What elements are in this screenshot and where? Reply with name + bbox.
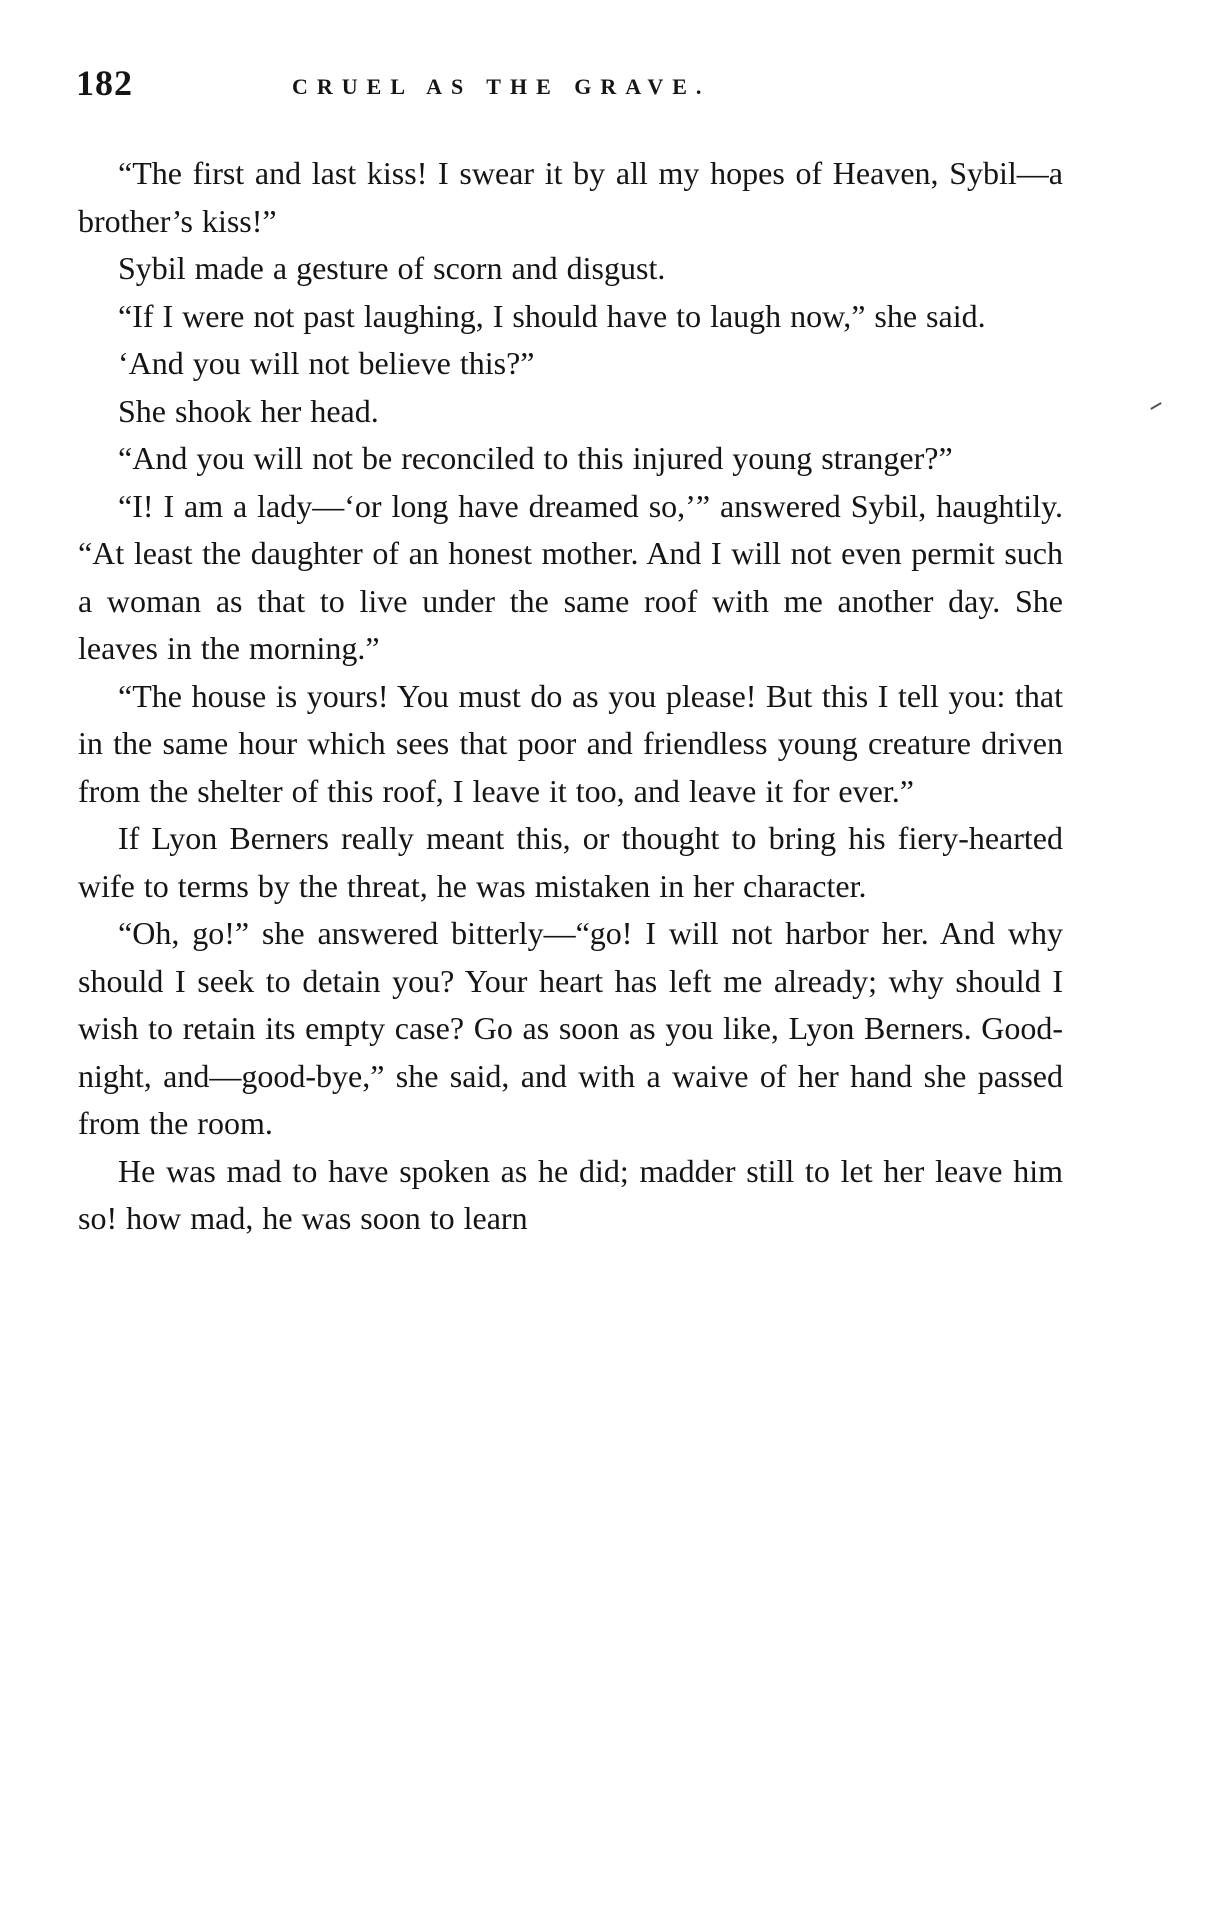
paragraph: If Lyon Berners really meant this, or thought to bring his fiery-hearted wife to terms by the threat, he was mistaken in her character. bbox=[78, 820, 1063, 904]
body-text bbox=[78, 150, 1063, 1243]
running-title: CRUEL AS THE GRAVE. bbox=[292, 74, 711, 99]
paragraph: “I! I am a lady—‘or long have dreamed so,’” answered Sybil, haughtily. “At least the daughter of an honest mother. And I will not even permit such a woman as that to live under the same roof with me another day. She leaves in the morning.” bbox=[78, 487, 1063, 666]
running-head bbox=[76, 62, 876, 122]
paragraph: “If I were not past laughing, I should have to laugh now,” she said. bbox=[118, 297, 986, 334]
page-number: 182 bbox=[76, 63, 133, 103]
paragraph: “The house is yours! You must do as you please! But this I tell you: that in the same hour which sees that poor and friendless young creature driven from the shelter of this roof, I leave it too, and leave it for ever.” bbox=[78, 677, 1063, 809]
paragraph: ‘And you will not believe this?” bbox=[118, 345, 535, 381]
paragraph: “Oh, go!” she answered bitterly—“go! I will not harbor her. And why should I seek to detain you? Your heart has left me already; why should I wish to retain its empty case? Go as soon as you like, Lyon Berners. Good-night, and—good-bye,” she said, and with a waive of her hand she passed from the room. bbox=[78, 915, 1063, 1141]
paragraph: Sybil made a gesture of scorn and disgust. bbox=[118, 250, 666, 286]
paragraph: “And you will not be reconciled to this injured young stranger?” bbox=[118, 440, 953, 476]
paragraph: He was mad to have spoken as he did; madder still to let her leave him so! how mad, he was soon to learn bbox=[78, 1152, 1063, 1236]
margin-speck bbox=[1150, 402, 1161, 410]
paragraph: “The first and last kiss! I swear it by all my hopes of Heaven, Sybil—a brother’s kiss!” bbox=[78, 155, 1063, 239]
paragraph: She shook her head. bbox=[118, 392, 379, 429]
